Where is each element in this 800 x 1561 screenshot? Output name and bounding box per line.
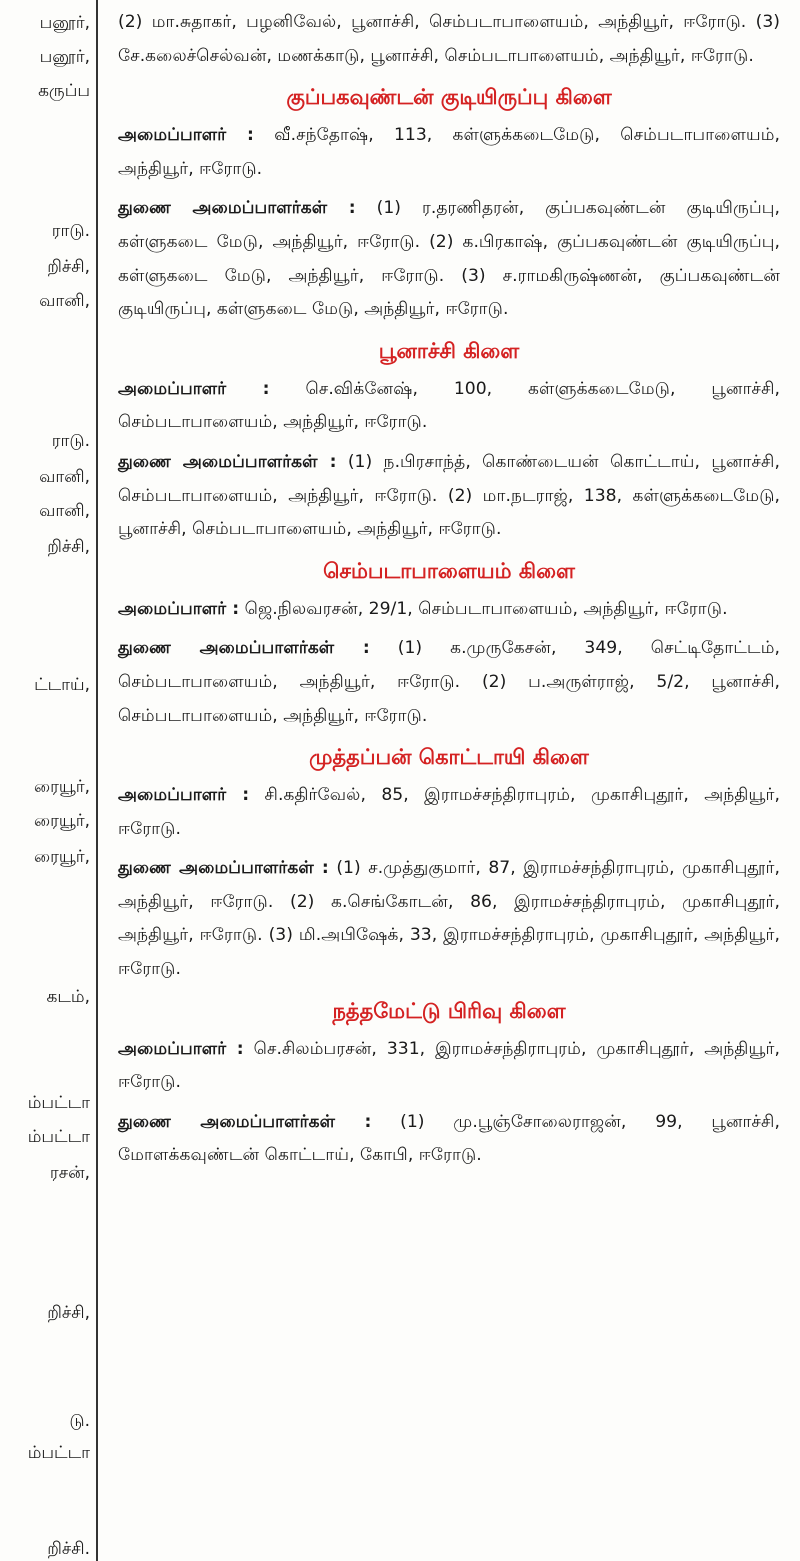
organizer-paragraph — [118, 593, 780, 627]
organizer-label: அமைப்பாளர் : — [118, 378, 270, 399]
deputy-label: துணை அமைப்பாளர்கள் : — [118, 451, 337, 472]
deputy-text: (1) ந.பிரசாந்த், கொண்டையன் கொட்டாய், பூனாச்சி, செம்படாபாளையம், அந்தியூர், ஈரோடு. (2) மா.நடராஜ், 138, கள்ளுக்கடைமேடு, பூனாச்சி, செம்படாபாளையம், அந்தியூர், ஈரோடு. — [118, 451, 780, 540]
left-fragment: ராடு. — [51, 431, 90, 451]
section-title: செம்படாபாளையம் கிளை — [323, 558, 575, 583]
section-title: முத்தப்பன் கொட்டாயி கிளை — [309, 745, 589, 770]
deputy-text: (1) மு.பூஞ்சோலைராஜன், 99, பூனாச்சி, மோளக்கவுண்டன் கொட்டாய், கோபி, ஈரோடு. — [118, 1111, 780, 1166]
deputy-label: துணை அமைப்பாளர்கள் : — [118, 198, 356, 219]
column-divider — [96, 0, 98, 1561]
left-fragment: வானி, — [39, 291, 90, 311]
organizer-text: வீ.சந்தோஷ், 113, கள்ளுக்கடைமேடு, செம்படாபாளையம், அந்தியூர், ஈரோடு. — [118, 125, 780, 179]
left-fragment: ரையூர், — [33, 847, 90, 867]
left-fragment: ரையூர், — [33, 777, 90, 797]
deputy-text: (1) ர.தரணிதரன், குப்பகவுண்டன் குடியிருப்பு, கள்ளுகடை மேடு, அந்தியூர், ஈரோடு. (2) க.பிரகாஷ், குப்பகவுண்டன் குடியிருப்பு, கள்ளுகடை மேடு, அந்தியூர், ஈரோடு. (3) ச.ராமகிருஷ்ணன், குப்பகவுண்டன் குடியிருப்பு, கள்ளுகடை மேடு, அந்தியூர், ஈரோடு. — [118, 198, 780, 320]
deputy-text: (1) ச.முத்துகுமார், 87, இராமச்சந்திராபுரம், முகாசிபுதூர், அந்தியூர், ஈரோடு. (2) க.செங்கோடன், 86, இராமச்சந்திராபுரம், முகாசிபுதூர், அந்தியூர், ஈரோடு. (3) மி.அபிஷேக், 33, இராமச்சந்திராபுரம், முகாசிபுதூர், அந்தியூர், ஈரோடு. — [118, 858, 780, 980]
left-fragment: டு. — [69, 1411, 90, 1431]
organizer-paragraph — [118, 779, 780, 846]
left-fragment: பனூர், — [39, 47, 90, 67]
left-fragment: ரையூர், — [33, 811, 90, 831]
left-fragment: பனூர், — [39, 13, 90, 33]
left-fragment: ராடு. — [51, 221, 90, 241]
left-fragment: வானி, — [39, 501, 90, 521]
main-article-column — [118, 6, 780, 1179]
left-fragment: ரசன், — [49, 1163, 90, 1183]
organizer-text: சி.கதிர்வேல், 85, இராமச்சந்திராபுரம், முகாசிபுதூர், அந்தியூர், ஈரோடு. — [118, 785, 780, 839]
deputy-label: துணை அமைப்பாளர்கள் : — [118, 638, 370, 659]
intro-paragraph: (2) மா.சுதாகர், பழனிவேல், பூனாச்சி, செம்படாபாளையம், அந்தியூர், ஈரோடு. (3) சே.கலைச்செல்வன், மணக்காடு, பூனாச்சி, செம்படாபாளையம், அந்தியூர், ஈரோடு. — [118, 12, 780, 66]
section-title: பூனாச்சி கிளை — [378, 338, 520, 363]
organizer-label: அமைப்பாளர் : — [118, 598, 240, 619]
deputy-paragraph — [118, 632, 780, 733]
left-fragment: வானி, — [39, 467, 90, 487]
deputy-paragraph — [118, 192, 780, 326]
organizer-paragraph — [118, 119, 780, 186]
organizer-text: செ.விக்னேஷ், 100, கள்ளுக்கடைமேடு, பூனாச்சி, செம்படாபாளையம், அந்தியூர், ஈரோடு. — [118, 378, 780, 433]
left-fragment: ம்பட்டா — [27, 1127, 90, 1147]
left-fragment: ம்பட்டா — [27, 1443, 90, 1463]
left-fragment: கடம், — [46, 987, 90, 1007]
organizer-text: செ.சிலம்பரசன், 331, இராமச்சந்திராபுரம், முகாசிபுதூர், அந்தியூர், ஈரோடு. — [118, 1038, 780, 1093]
organizer-label: அமைப்பாளர் : — [118, 785, 250, 806]
organizer-label: அமைப்பாளர் : — [118, 125, 254, 146]
deputy-paragraph — [118, 446, 780, 547]
organizer-paragraph — [118, 373, 780, 440]
organizer-text: ஜெ.நிலவரசன், 29/1, செம்படாபாளையம், அந்தியூர், ஈரோடு. — [239, 598, 728, 619]
deputy-paragraph — [118, 852, 780, 986]
left-fragment: ம்பட்டா — [27, 1093, 90, 1113]
section-title: குப்பகவுண்டன் குடியிருப்பு கிளை — [286, 85, 612, 110]
left-fragment: றிச்சி, — [47, 537, 90, 557]
deputy-paragraph — [118, 1106, 780, 1173]
left-fragment: றிச்சி. — [47, 1539, 90, 1559]
section-title: நத்தமேட்டு பிரிவு கிளை — [332, 998, 566, 1023]
left-fragment: றிச்சி, — [47, 257, 90, 277]
left-fragment: கருப்ப — [38, 81, 90, 101]
organizer-paragraph — [118, 1033, 780, 1100]
deputy-label: துணை அமைப்பாளர்கள் : — [118, 858, 329, 879]
left-fragment: றிச்சி, — [47, 1303, 90, 1323]
left-fragment: ட்டாய், — [34, 675, 90, 695]
left-column-fragments — [0, 0, 96, 1561]
deputy-text: (1) க.முருகேசன், 349, செட்டிதோட்டம், செம்படாபாளையம், அந்தியூர், ஈரோடு. (2) ப.அருள்ராஜ், 5/2, பூனாச்சி, செம்படாபாளையம், அந்தியூர், ஈரோடு. — [118, 638, 780, 726]
organizer-label: அமைப்பாளர் : — [118, 1038, 244, 1059]
deputy-label: துணை அமைப்பாளர்கள் : — [118, 1111, 372, 1132]
